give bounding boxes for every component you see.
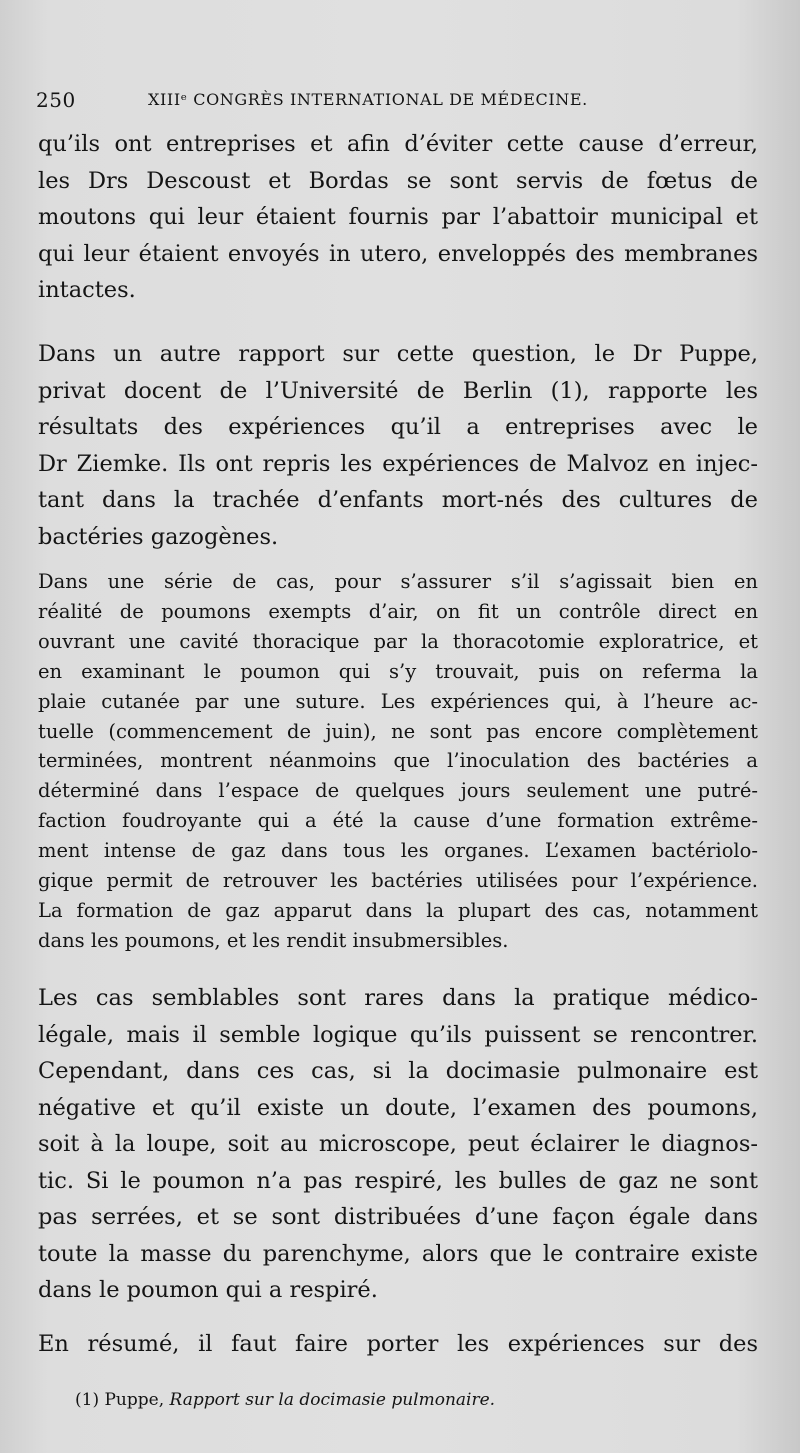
text-line: négative et qu’il existe un doute, l’examen des poumons, — [38, 1094, 758, 1121]
footnote-title: Rapport sur la docimasie pulmonaire. — [169, 1390, 496, 1410]
text-line: ment intense de gaz dans tous les organes. L’examen bactériolo- — [38, 839, 758, 863]
text-line: tic. Si le poumon n’a pas respiré, les bulles de gaz ne sont — [38, 1167, 758, 1194]
text-line: terminées, montrent néanmoins que l’inoculation des bactéries a — [38, 749, 758, 773]
text-line: qui leur étaient envoyés in utero, enveloppés des membranes — [38, 240, 758, 267]
page-number: 250 — [36, 88, 76, 112]
text-line: Dans un autre rapport sur cette question, le Dr Puppe, — [38, 341, 758, 367]
text-line: gique permit de retrouver les bactéries utilisées pour l’expérience. — [38, 869, 758, 893]
page-header — [36, 88, 766, 118]
text-line: en examinant le poumon qui s’y trouvait, puis on referma la — [38, 659, 758, 683]
paragraph-1 — [38, 126, 758, 309]
text-line: les Drs Descoust et Bordas se sont servis de fœtus de — [38, 167, 758, 194]
text-line: dans les poumons, et les rendit insubmersibles. — [38, 928, 509, 952]
footnote — [75, 1388, 495, 1412]
text-line: Dans une série de cas, pour s’assurer s’il s’agissait bien en — [38, 570, 758, 593]
text-line: En résumé, il faut faire porter les expériences sur des — [38, 1331, 758, 1357]
text-line: soit à la loupe, soit au microscope, peut éclairer le diagnos- — [38, 1131, 758, 1157]
text-line: tant dans la trachée d’enfants mort-nés des cultures de — [38, 487, 758, 513]
text-line: privat docent de l’Université de Berlin (1), rapporte les — [38, 377, 758, 404]
text-line: tuelle (commencement de juin), ne sont pas encore complètement — [38, 719, 758, 743]
paragraph-5 — [38, 1326, 758, 1363]
text-line: faction foudroyante qui a été la cause d’une formation extrême- — [38, 809, 758, 833]
text-line: ouvrant une cavité thoracique par la thoracotomie exploratrice, et — [38, 629, 758, 653]
text-line: Cependant, dans ces cas, si la docimasie pulmonaire est — [38, 1058, 758, 1084]
text-line: déterminé dans l’espace de quelques jours seulement une putré- — [38, 779, 758, 803]
text-line: moutons qui leur étaient fournis par l’abattoir municipal et — [38, 204, 758, 230]
text-line: pas serrées, et se sont distribuées d’une façon égale dans — [38, 1204, 758, 1230]
text-line: toute la masse du parenchyme, alors que le contraire existe — [38, 1240, 758, 1267]
running-head: XIIIᵉ CONGRÈS INTERNATIONAL DE MÉDECINE. — [148, 90, 588, 109]
text-line: plaie cutanée par une suture. Les expériences qui, à l’heure ac- — [38, 689, 758, 713]
text-line: dans le poumon qui a respiré. — [38, 1277, 378, 1303]
paragraph-4 — [38, 980, 758, 1309]
text-line: réalité de poumons exempts d’air, on fit un contrôle direct en — [38, 599, 758, 623]
text-line: légale, mais il semble logique qu’ils puissent se rencontrer. — [38, 1021, 758, 1048]
paragraph-2 — [38, 336, 758, 555]
text-line: qu’ils ont entreprises et afin d’éviter cette cause d’erreur, — [38, 131, 758, 157]
text-line: intactes. — [38, 277, 136, 303]
text-line: résultats des expériences qu’il a entreprises avec le — [38, 414, 758, 440]
footnote-marker: (1) Puppe, — [75, 1390, 165, 1410]
text-line: Dr Ziemke. Ils ont repris les expériences de Malvoz en injec- — [38, 450, 758, 477]
text-line: La formation de gaz apparut dans la plupart des cas, notamment — [38, 898, 758, 922]
paragraph-3-small-print — [38, 567, 758, 956]
text-line: bactéries gazogènes. — [38, 523, 279, 550]
text-line: Les cas semblables sont rares dans la pratique médico- — [38, 985, 758, 1011]
